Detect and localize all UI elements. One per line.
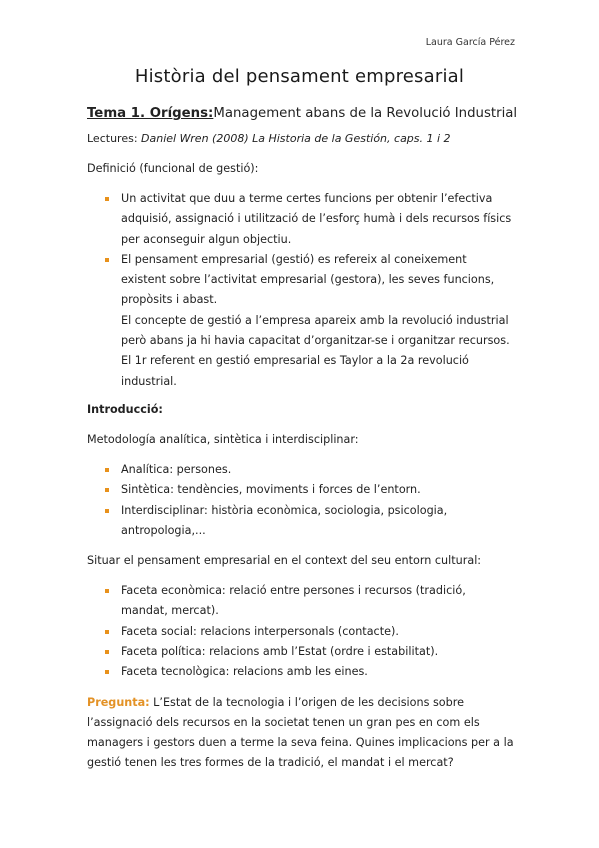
facet-item: Faceta econòmica: relació entre persones i recursos (tradició, mandat, mercat). xyxy=(105,581,515,622)
definition-continuation: El 1r referent en gestió empresarial es Taylor a la 2a revolució industrial. xyxy=(121,354,469,388)
topic-label: Tema 1. Orígens: xyxy=(87,106,214,121)
topic-subtitle: Management abans de la Revolució Industrial xyxy=(213,106,518,121)
question-label: Pregunta: xyxy=(87,695,150,709)
definition-item: El pensament empresarial (gestió) es refereix al coneixement existent sobre l’activitat empresarial (gestora), les seves funcions, propòsits i abast. xyxy=(105,250,515,311)
author-name: Laura García Pérez xyxy=(425,37,515,48)
methodology-item: Analítica: persones. xyxy=(105,460,515,480)
methodology-line: Metodología analítica, sintètica i interdisciplinar: xyxy=(87,432,359,446)
definition-continuation: El concepte de gestió a l’empresa apareix amb la revolució industrial però abans ja hi havia capacitat d’organitzar-se i organitzar recursos. xyxy=(121,313,510,348)
question-text: L’Estat de la tecnologia i l’origen de les decisions sobre l’assignació dels recursos en la societat tenen un gran pes en com els managers i gestors duen a terme la seva feina. Quines implicacions per a la gestió tenen les tres formes de la tradició, el mandat i el mercat? xyxy=(87,695,514,769)
methodology-list xyxy=(105,460,515,541)
topic-heading xyxy=(87,105,518,123)
definition-item: Un activitat que duu a terme certes funcions per obtenir l’efectiva adquisió, assignació i utilització de l’esforç humà i dels recursos físics per aconseguir algun objectiu. xyxy=(105,189,515,250)
methodology-item: Sintètica: tendències, moviments i forces de l’entorn. xyxy=(105,480,515,500)
context-line: Situar el pensament empresarial en el context del seu entorn cultural: xyxy=(87,554,482,568)
introduction-heading: Introducció: xyxy=(87,402,163,416)
document-title: Història del pensament empresarial xyxy=(134,66,465,87)
facet-item: Faceta social: relacions interpersonals (contacte). xyxy=(105,622,515,642)
definition-heading: Definició (funcional de gestió): xyxy=(87,162,259,175)
facets-list xyxy=(105,581,515,682)
facet-item: Faceta tecnològica: relacions amb les eines. xyxy=(105,662,515,682)
definition-list xyxy=(105,189,515,311)
readings-prefix: Lectures: xyxy=(87,132,142,145)
question-paragraph xyxy=(87,693,515,773)
readings-reference: Daniel Wren (2008) La Historia de la Gestión, caps. 1 i 2 xyxy=(141,132,451,145)
readings-line xyxy=(87,131,515,147)
facet-item: Faceta política: relacions amb l’Estat (ordre i estabilitat). xyxy=(105,642,515,662)
methodology-item: Interdisciplinar: història econòmica, sociologia, psicologia, antropologia,... xyxy=(105,501,515,542)
document-body xyxy=(87,105,518,773)
